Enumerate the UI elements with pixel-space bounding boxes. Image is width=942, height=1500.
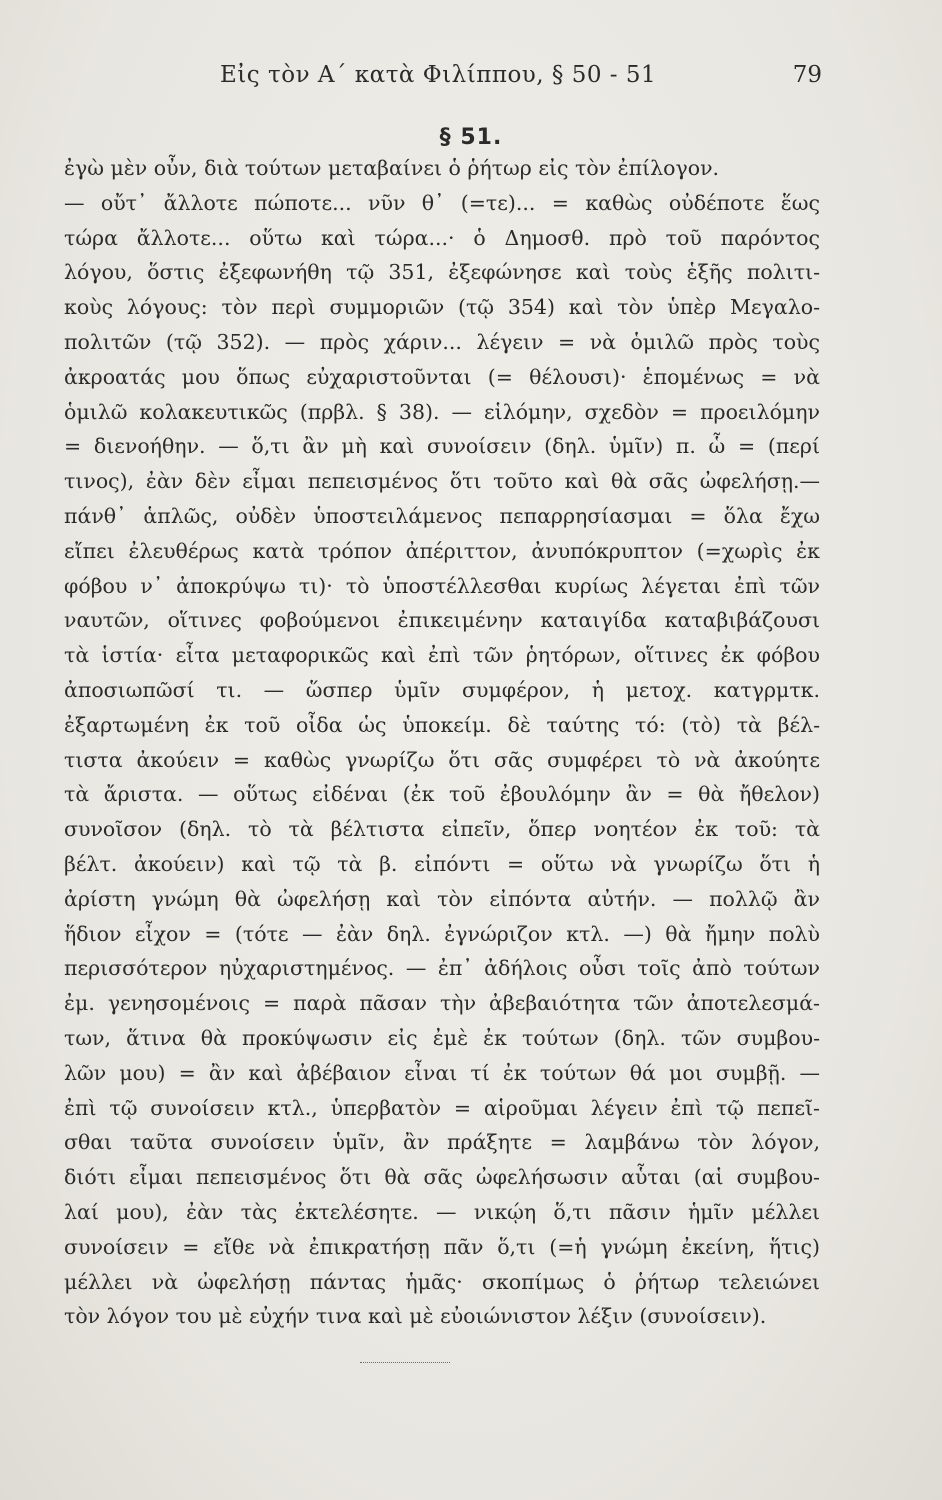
text-line: τὰ ἱστία· εἶτα μεταφορικῶς καὶ ἐπὶ τῶν ῥητόρων, οἵτινες ἐκ φόβου <box>64 643 820 668</box>
text-line: των, ἅτινα θὰ προκύψωσιν εἰς ἐμὲ ἐκ τούτων (δηλ. τῶν συμβου- <box>64 1025 820 1050</box>
commentary-text <box>64 151 820 1334</box>
text-line: διότι εἶμαι πεπεισμένος ὅτι θὰ σᾶς ὠφελήσωσιν αὗται (αἱ συμβου- <box>64 1165 820 1190</box>
text-line: = διενοήθην. — ὅ,τι ἂν μὴ καὶ συνοίσειν (δηλ. ὑμῖν) π. ὧ = (περί <box>64 434 820 459</box>
text-line: τινος), ἐὰν δὲν εἶμαι πεπεισμένος ὅτι τοῦτο καὶ θὰ σᾶς ὠφελήσῃ.— <box>64 469 820 494</box>
text-line: μέλλει νὰ ὠφελήσῃ πάντας ἡμᾶς· σκοπίμως ὁ ῥήτωρ τελειώνει <box>64 1269 820 1294</box>
text-line: — οὔτ᾽ ἄλλοτε πώποτε... νῦν θ᾽ (=τε)... = καθὼς οὐδέποτε ἕως <box>64 190 820 215</box>
text-line: ἀκροατάς μου ὅπως εὐχαριστοῦνται (= θέλουσι)· ἑπομένως = νὰ <box>64 364 820 389</box>
end-ornament-rule <box>360 1362 450 1363</box>
text-line: πολιτῶν (τῷ 352). — πρὸς χάριν... λέγειν = νὰ ὁμιλῶ πρὸς τοὺς <box>64 329 820 354</box>
text-line: εἴπει ἐλευθέρως κατὰ τρόπον ἀπέριττον, ἀνυπόκρυπτον (=χωρὶς ἐκ <box>64 538 820 563</box>
text-line: πάνθ᾽ ἁπλῶς, οὐδὲν ὑποστειλάμενος πεπαρρησίασμαι = ὅλα ἔχω <box>64 503 820 528</box>
text-line: λῶν μου) = ἂν καὶ ἀβέβαιον εἶναι τί ἐκ τούτων θά μοι συμβῇ. — <box>64 1060 820 1085</box>
running-title: Εἰς τὸν Α΄ κατὰ Φιλίππου, § 50 - 51 <box>220 62 657 88</box>
text-line: συνοῖσον (δηλ. τὸ τὰ βέλτιστα εἰπεῖν, ὅπερ νοητέον ἐκ τοῦ: τὰ <box>64 817 820 842</box>
text-line: συνοίσειν = εἴθε νὰ ἐπικρατήσῃ πᾶν ὅ,τι (=ἡ γνώμη ἐκείνη, ἥτις) <box>64 1234 820 1259</box>
text-line: τὸν λόγον του μὲ εὐχήν τινα καὶ μὲ εὐοιώνιστον λέξιν (συνοίσειν). <box>64 1304 767 1329</box>
text-line: περισσότερον ηὐχαριστημένος. — ἐπ᾽ ἀδήλοις οὖσι τοῖς ἀπὸ τούτων <box>64 956 820 981</box>
text-line: ἐγὼ μὲν οὖν, διὰ τούτων μεταβαίνει ὁ ῥήτωρ εἰς τὸν ἐπίλογον. <box>64 156 720 180</box>
section-heading: § 51. <box>439 125 503 150</box>
text-line: ἐμ. γενησομένοις = παρὰ πᾶσαν τὴν ἀβεβαιότητα τῶν ἀποτελεσμά- <box>64 991 820 1016</box>
text-line: ἀποσιωπῶσί τι. — ὥσπερ ὑμῖν συμφέρον, ἡ μετοχ. κατγρμτκ. <box>64 677 820 702</box>
running-header <box>0 62 942 96</box>
text-line: ναυτῶν, οἵτινες φοβούμενοι ἐπικειμένην καταιγίδα καταβιβάζουσι <box>64 608 820 633</box>
text-line: λόγου, ὅστις ἐξεφωνήθη τῷ 351, ἐξεφώνησε καὶ τοὺς ἑξῆς πολιτι- <box>64 260 820 285</box>
text-line: ἐπὶ τῷ συνοίσειν κτλ., ὑπερβατὸν = αἱροῦμαι λέγειν ἐπὶ τῷ πεπεῖ- <box>64 1095 820 1120</box>
text-line: κοὺς λόγους: τὸν περὶ συμμοριῶν (τῷ 354) καὶ τὸν ὑπὲρ Μεγαλο- <box>64 295 820 320</box>
text-line: λαί μου), ἐὰν τὰς ἐκτελέσητε. — νικῴη ὅ,τι πᾶσιν ἡμῖν μέλλει <box>64 1199 820 1224</box>
text-line: ἀρίστη γνώμη θὰ ὠφελήσῃ καὶ τὸν εἰπόντα αὐτήν. — πολλῷ ἂν <box>64 886 820 911</box>
page-number: 79 <box>792 62 822 88</box>
text-line: τιστα ἀκούειν = καθὼς γνωρίζω ὅτι σᾶς συμφέρει τὸ νὰ ἀκούητε <box>64 747 820 772</box>
text-line: ὁμιλῶ κολακευτικῶς (πρβλ. § 38). — εἱλόμην, σχεδὸν = προειλόμην <box>64 399 820 424</box>
text-line: τὰ ἄριστα. — οὕτως εἰδέναι (ἐκ τοῦ ἐβουλόμην ἂν = θὰ ἤθελον) <box>64 782 820 807</box>
text-line: σθαι ταῦτα συνοίσειν ὑμῖν, ἂν πράξητε = λαμβάνω τὸν λόγον, <box>64 1130 820 1155</box>
text-line: τώρα ἄλλοτε... οὕτω καὶ τώρα...· ὁ Δημοσθ. πρὸ τοῦ παρόντος <box>64 225 820 250</box>
text-line: ἐξαρτωμένη ἐκ τοῦ οἶδα ὡς ὑποκείμ. δὲ ταύτης τό: (τὸ) τὰ βέλ- <box>64 712 820 737</box>
text-line: φόβου ν᾽ ἀποκρύψω τι)· τὸ ὑποστέλλεσθαι κυρίως λέγεται ἐπὶ τῶν <box>64 573 820 598</box>
text-line: βέλτ. ἀκούειν) καὶ τῷ τὰ β. εἰπόντι = οὕτω νὰ γνωρίζω ὅτι ἡ <box>64 851 820 876</box>
text-line: ἥδιον εἶχον = (τότε — ἐὰν δηλ. ἐγνώριζον κτλ. —) θὰ ἤμην πολὺ <box>64 921 820 946</box>
